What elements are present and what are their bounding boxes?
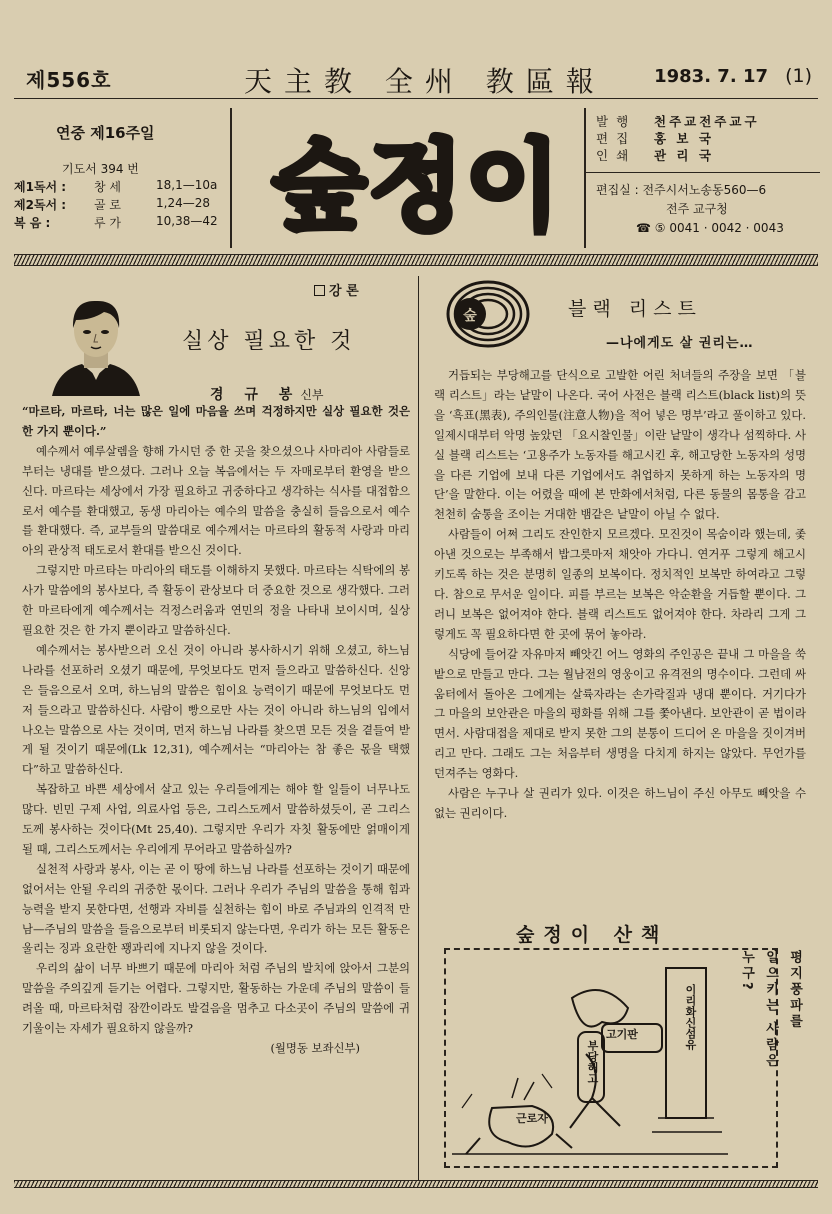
publisher-box [584,108,818,248]
column-subtitle: —나에게도 살 권리는… [606,336,754,351]
cartoon-sign: 고기판 [606,1028,638,1041]
reading-row [14,196,226,214]
author-name: 경 규 봉 [210,387,301,403]
reading-row [14,214,226,232]
masthead-title-text: 숲정이 [271,130,563,244]
hymn-number: 기도서 394 번 [62,162,139,176]
caption-line: 일으키는 사람은 [763,950,778,1070]
publisher-key: 발행 [596,114,637,129]
homily-paragraph: 복잡하고 바쁜 세상에서 살고 있는 우리들에게는 해야 할 일들이 너무나도 많다. 빈민 구제 사업, 의료사업 등은, 그리스도께서 말씀하셨듯이, 곧 그리스도께 봉사하는 것이다(Mt 25,40). 그렇지만 우리가 자칫 활동에만 얽매이게 될 때, 그리스도께서는 우리에게 무어라고 말씀하실까? [22,782,410,856]
issue-date: 1983. 7. 17 [654,66,768,87]
masthead-title [262,110,572,248]
author-role: 신부 [300,388,324,402]
address-line: 편집실 : 전주시서노송동560—6 [596,183,767,197]
homily-body [22,402,410,1059]
reading-book: 루 가 [94,216,121,230]
paper-name: 天主教 全州 教區報 [244,65,606,98]
publisher-row [596,146,818,163]
column-title: 블랙 리스트 [568,298,702,320]
homily-paragraph: 예수께서 예루살렘을 향해 가시던 중 한 곳을 찾으셨으나 사마리아 사람들로부터는 냉대를 받으셨다. 그러나 오늘 복음에서는 두 자매로부터 환영을 받으신다. 마르타는 세상에서 가장 필요하고 귀중하다고 생각하는 식사를 대접함으로서 예수를 환대했고, 동생 마리아는 예수의 말씀을 충실히 들음으로서 예수를 환대했다. 즉, 교부들의 말씀대로 예수께서는 마르타의 활동적 사랑과 마리아의 관상적 태도로서 환대를 받으신 것이다. [22,443,410,558]
issue-number: 제556호 [26,68,112,92]
header-strip [14,58,818,98]
cartoon-sign: 부당해고 [586,1040,599,1084]
cartoon-caption [737,950,804,1070]
publisher-address [596,181,818,238]
column-logo-icon [440,280,530,348]
publisher-row [596,112,818,129]
footer-divider [14,1180,818,1188]
reading-book: 골 로 [94,198,121,212]
homily-quote: “마르타, 마르타, 너는 많은 일에 마음을 쓰며 걱정하지만 실상 필요한 것은 한 가지 뿐이다.” [22,404,410,438]
phone-numbers: ☎ ⑤ 0041 · 0042 · 0043 [636,221,784,235]
cartoon-frame [444,948,778,1168]
reading-book: 창 세 [94,180,121,194]
author-portrait [44,290,148,396]
homily-paragraph: 그렇지만 마르타는 마리아의 태도를 이해하지 못했다. 마르타는 식탁에의 봉사가 말씀에의 봉사보다, 즉 활동이 관상보다 더 중요한 것으로 생각했다. 그러한 마르타에게 예수께서는 걱정스러움과 연민의 정을 나타내 보이시며, 실상 필요한 것은 한 가지 뿐이라고 말씀하신다. [22,563,410,637]
publisher-row [596,129,818,146]
column-divider [418,276,419,1180]
cartoon-sign: 이리화신섬유 [684,984,697,1050]
column-paragraph: 식당에 들어갈 자유마저 빼앗긴 어느 영화의 주인공은 끝내 그 마을을 쑥밭으로 만들고 만다. 그는 월남전의 영웅이고 유격전의 명수이다. 그런데 싸움터에서 돌아온 그에게는 살륙자라는 손가락질과 냉대 뿐이다. 거기다가 그 마을의 보안관은 마을의 평화를 위해 그를 쫓아낸다. 보안관이 곧 법이라면서. 사람대접을 제대로 받지 못한 그의 분통이 드디어 온 마을을 짓이겨버리고 만다. 그래도 그는 처음부터 생명을 다치게 하지는 않았다. 무언가를 던져주는 영화다. [434,646,806,781]
caption-line: 누구? [739,950,754,993]
liturgical-week: 연중 제16주일 [56,124,155,142]
cartoon-title: 숲정이 산책 [516,924,669,946]
cartoon-sign: 근로자 [516,1112,548,1125]
column-paragraph: 사람은 누구나 살 권리가 있다. 이것은 하느님이 주신 아무도 빼앗을 수 없는 권리이다. [434,786,806,820]
homily-signature: (월명동 보좌신부) [270,1041,360,1055]
homily-paragraph: 우리의 삶이 너무 바쁘기 때문에 마리아 처럼 주님의 발치에 앉아서 그분의 말씀을 주의깊게 듣기는 어렵다. 그렇지만, 활동하는 가운데 주님의 말씀이 들려올 때, 마르타처럼 잠깐이라도 발걸음을 멈추고 다소곳이 주님의 말씀에 귀기울이는 자세가 필요하지 않을까? [22,961,410,1036]
publisher-key: 편집 [596,131,637,146]
publisher-value: 관 리 국 [654,148,714,163]
reading-row [14,178,226,196]
column-body [434,366,806,824]
homily-paragraph: 예수께서는 봉사받으러 오신 것이 아니라 봉사하시기 위해 오셨고, 하느님 나라를 선포하러 오셨기 때문에, 무엇보다도 먼저 들으라고 말씀하신다. 신앙은 들음으로서 오며, 하느님의 말씀은 힘이요 능력이기 때문에 무엇보다도 먼저 들으라고 말씀하신다. 사람이 빵으로만 사는 것이 아니라 하느님의 입에서 나오는 말씀으로 사는 것이며, 먼저 하느님 나라를 찾으면 모든 것을 곁들여 받게 될 것이기 때문에(Lk 12,31), 예수께서는 “마리아는 참 좋은 몫을 택했다”하고 말씀하신다. [22,642,410,777]
address-line: 전주 교구청 [666,202,728,216]
reading-label: 복 음 : [14,216,51,230]
reading-label: 제1독서 : [14,180,67,194]
publisher-rule [586,172,820,173]
homily-paragraph: 실천적 사랑과 봉사, 이는 곧 이 땅에 하느님 나라를 선포하는 것이기 때문에 없어서는 안될 우리의 귀중한 몫이다. 그러나 우리가 주님의 말씀을 통해 힘과 능력을 받지 못한다면, 선행과 자비를 실천하는 힘이 바로 주님과의 인격적 만남—주님의 말씀을 들음으로부터 비롯되지 않는다면, 우리가 하는 모든 활동은 울리는 징과 요란한 꽹과리에 지나지 않을 것이다. [22,861,410,956]
homily-title: 실상 필요한 것 [182,329,356,354]
checkbox-icon [314,285,325,296]
liturgy-box [14,108,232,248]
caption-line: 평지풍파를 [787,950,802,1030]
column-paragraph: 사람들이 어쩌 그리도 잔인한지 모르겠다. 모진것이 목숨이라 했는데, 좇아낸 것으로는 부족해서 밥그릇마저 채앗아 가다니. 연거푸 그렇게 해고시키도록 하는 것은 분명히 일종의 보복이다. 정치적인 보복만 하여라고 그렇다. 참으로 무서운 일이다. 피를 부르는 보복은 악순환을 거듭할 뿐이다. 그러니 보복은 없어져야 한다. 블랙 리스트도 없어져야 한다. 차라리 그게 그렇게도 꼭 필요하다면 한 곳에 묶어 놓아라. [434,527,806,641]
publisher-value: 홍 보 국 [654,131,714,146]
page-number: (1) [785,65,812,87]
masthead-divider [14,254,818,266]
section-tag-label: 강 론 [329,284,359,299]
svg-text:숲: 숲 [463,308,477,324]
header-rule [14,98,818,99]
reading-label: 제2독서 : [14,198,67,212]
column-paragraph: 거듭되는 부당해고를 단식으로 고발한 어린 처녀들의 주장을 보면 「블랙 리스트」라는 낱말이 나온다. 국어 사전은 블랙 리스트(black list)의 뜻을 ‘흑표(黑表), 주의인물(注意人物)을 적어 넣은 명부’라고 풀이하고 있다. 일제시대부터 악명 높았던 「요시찰인물」이란 낱말이 생각나 섬찍하다. 사실 블랙 리스트는 ‘고용주가 노동자를 해고시킨 후, 해고당한 노동자의 성명을 다른 기업에 보내 다른 기업에서도 취업하지 못하게 하는 노동자의 명단’을 말한다. 이는 어렸을 때에 본 만화에서처럼, 다른 동물의 몸통을 감고 천천히 숨통을 조이는 거대한 뱀같은 낱말이 아닐 수 없다. [434,368,806,522]
publisher-key: 인쇄 [596,148,637,163]
readings-list [14,160,226,232]
homily-author [210,384,324,404]
reading-ref: 1,24—28 [156,196,210,210]
section-tag [314,280,359,299]
reading-ref: 10,38—42 [156,214,218,228]
masthead-logo [262,110,572,248]
reading-ref: 18,1—10a [156,178,218,192]
publisher-value: 천주교전주교구 [654,114,760,129]
